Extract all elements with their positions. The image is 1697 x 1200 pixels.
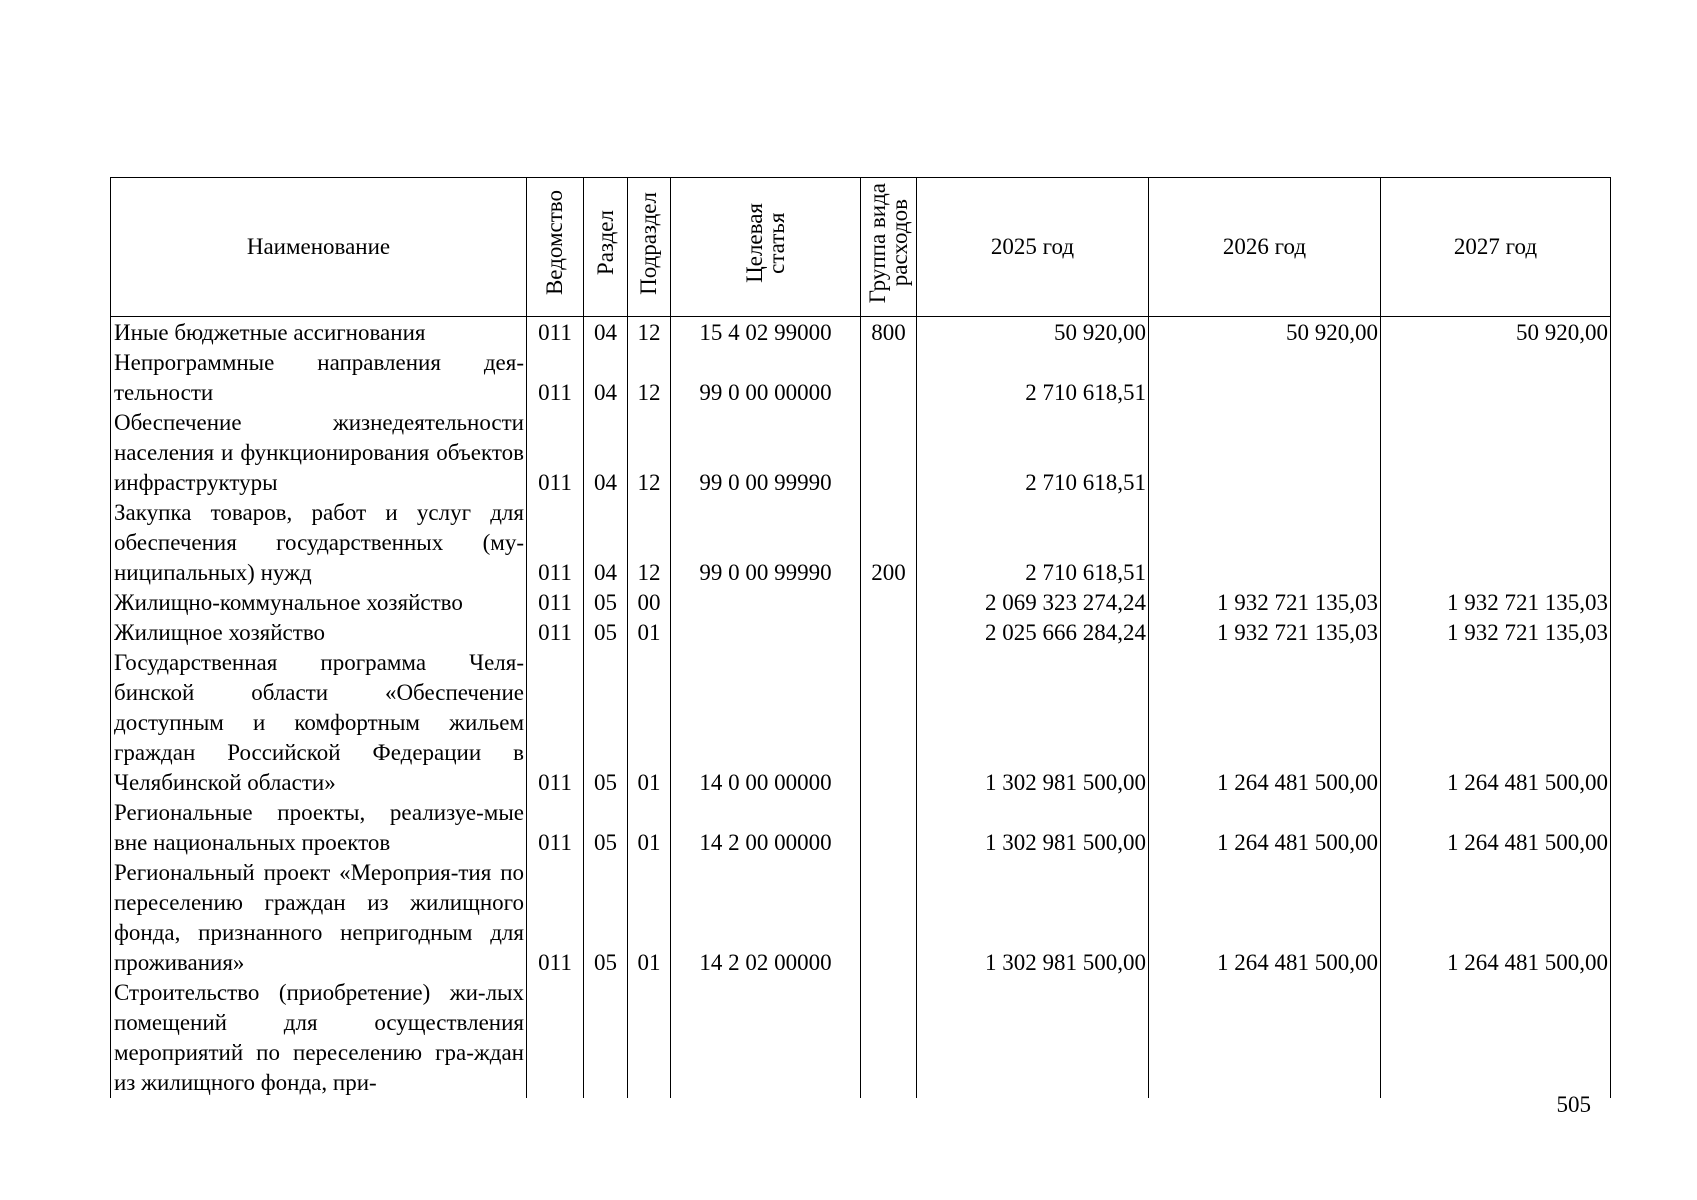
table-row bbox=[111, 348, 1611, 408]
row-2025: 2 025 666 284,24 bbox=[917, 618, 1149, 648]
row-section: 05 bbox=[584, 588, 628, 618]
row-2027: 1 264 481 500,00 bbox=[1381, 798, 1611, 858]
header-target-article: Целевая статья bbox=[671, 178, 861, 317]
row-2026 bbox=[1149, 498, 1381, 588]
row-department: 011 bbox=[527, 648, 584, 798]
row-department: 011 bbox=[527, 588, 584, 618]
row-target-article: 14 2 02 00000 bbox=[671, 858, 861, 978]
row-department: 011 bbox=[527, 348, 584, 408]
row-2027: 1 932 721 135,03 bbox=[1381, 618, 1611, 648]
row-2025: 1 302 981 500,00 bbox=[917, 858, 1149, 978]
row-section: 04 bbox=[584, 348, 628, 408]
header-expense-group: Группа вида расходов bbox=[861, 178, 917, 317]
row-target-article bbox=[671, 978, 861, 1098]
row-2027: 1 264 481 500,00 bbox=[1381, 648, 1611, 798]
row-name: Жилищное хозяйство bbox=[111, 618, 527, 648]
row-subsection: 12 bbox=[628, 317, 671, 349]
row-2026: 1 932 721 135,03 bbox=[1149, 618, 1381, 648]
row-name: Закупка товаров, работ и услуг для обеспечения государственных (му-ниципальных) нужд bbox=[111, 498, 527, 588]
row-department: 011 bbox=[527, 408, 584, 498]
row-subsection: 01 bbox=[628, 858, 671, 978]
row-department: 011 bbox=[527, 498, 584, 588]
row-subsection: 12 bbox=[628, 498, 671, 588]
row-2027: 1 932 721 135,03 bbox=[1381, 588, 1611, 618]
row-expense-group: 200 bbox=[861, 498, 917, 588]
row-section: 05 bbox=[584, 798, 628, 858]
row-department: 011 bbox=[527, 618, 584, 648]
row-expense-group bbox=[861, 348, 917, 408]
row-2025: 2 710 618,51 bbox=[917, 408, 1149, 498]
budget-table bbox=[110, 177, 1611, 1098]
row-target-article: 15 4 02 99000 bbox=[671, 317, 861, 349]
table-row bbox=[111, 408, 1611, 498]
header-row bbox=[111, 178, 1611, 317]
row-subsection: 01 bbox=[628, 798, 671, 858]
row-2025: 2 710 618,51 bbox=[917, 348, 1149, 408]
row-subsection: 12 bbox=[628, 408, 671, 498]
row-department: 011 bbox=[527, 317, 584, 349]
row-expense-group bbox=[861, 858, 917, 978]
row-2026: 50 920,00 bbox=[1149, 317, 1381, 349]
row-2025 bbox=[917, 978, 1149, 1098]
row-name: Региональный проект «Мероприя-тия по переселению граждан из жилищного фонда, признанного непригодным для проживания» bbox=[111, 858, 527, 978]
row-2026 bbox=[1149, 348, 1381, 408]
page-number: 505 bbox=[1556, 1092, 1591, 1117]
row-name: Региональные проекты, реализуе-мые вне национальных проектов bbox=[111, 798, 527, 858]
table-row bbox=[111, 317, 1611, 349]
row-target-article: 99 0 00 00000 bbox=[671, 348, 861, 408]
row-target-article bbox=[671, 618, 861, 648]
table-row bbox=[111, 858, 1611, 978]
row-name: Иные бюджетные ассигнования bbox=[111, 317, 527, 349]
table-row bbox=[111, 798, 1611, 858]
row-2027: 50 920,00 bbox=[1381, 317, 1611, 349]
row-section bbox=[584, 978, 628, 1098]
row-subsection: 12 bbox=[628, 348, 671, 408]
header-subsection: Подраздел bbox=[628, 178, 671, 317]
row-target-article: 14 2 00 00000 bbox=[671, 798, 861, 858]
row-2026: 1 264 481 500,00 bbox=[1149, 798, 1381, 858]
row-expense-group bbox=[861, 648, 917, 798]
table-row bbox=[111, 978, 1611, 1098]
row-2025: 1 302 981 500,00 bbox=[917, 798, 1149, 858]
row-department bbox=[527, 978, 584, 1098]
header-department: Ведомство bbox=[527, 178, 584, 317]
row-2025: 50 920,00 bbox=[917, 317, 1149, 349]
row-section: 05 bbox=[584, 648, 628, 798]
row-target-article: 14 0 00 00000 bbox=[671, 648, 861, 798]
row-2027 bbox=[1381, 498, 1611, 588]
row-2027 bbox=[1381, 348, 1611, 408]
row-2025: 2 069 323 274,24 bbox=[917, 588, 1149, 618]
row-department: 011 bbox=[527, 858, 584, 978]
row-subsection: 01 bbox=[628, 648, 671, 798]
row-section: 05 bbox=[584, 858, 628, 978]
row-name: Государственная программа Челя-бинской области «Обеспечение доступным и комфортным жильем граждан Российской Федерации в Челябинской области» bbox=[111, 648, 527, 798]
row-section: 04 bbox=[584, 408, 628, 498]
row-section: 05 bbox=[584, 618, 628, 648]
row-name: Строительство (приобретение) жи-лых помещений для осуществления мероприятий по переселению гра-ждан из жилищного фонда, при- bbox=[111, 978, 527, 1098]
row-subsection: 00 bbox=[628, 588, 671, 618]
row-expense-group bbox=[861, 408, 917, 498]
header-2027: 2027 год bbox=[1381, 178, 1611, 317]
row-2025: 2 710 618,51 bbox=[917, 498, 1149, 588]
table-row bbox=[111, 498, 1611, 588]
header-name: Наименование bbox=[111, 178, 527, 317]
table-row bbox=[111, 588, 1611, 618]
row-expense-group: 800 bbox=[861, 317, 917, 349]
row-section: 04 bbox=[584, 317, 628, 349]
table-row bbox=[111, 648, 1611, 798]
row-name: Непрограммные направления дея-тельности bbox=[111, 348, 527, 408]
row-department: 011 bbox=[527, 798, 584, 858]
row-2026 bbox=[1149, 978, 1381, 1098]
row-target-article: 99 0 00 99990 bbox=[671, 408, 861, 498]
row-target-article bbox=[671, 588, 861, 618]
row-expense-group bbox=[861, 978, 917, 1098]
row-2027: 1 264 481 500,00 bbox=[1381, 858, 1611, 978]
row-2025: 1 302 981 500,00 bbox=[917, 648, 1149, 798]
row-2026: 1 264 481 500,00 bbox=[1149, 648, 1381, 798]
table-row bbox=[111, 618, 1611, 648]
row-2026 bbox=[1149, 408, 1381, 498]
row-section: 04 bbox=[584, 498, 628, 588]
row-2027 bbox=[1381, 408, 1611, 498]
row-expense-group bbox=[861, 588, 917, 618]
header-2026: 2026 год bbox=[1149, 178, 1381, 317]
row-subsection bbox=[628, 978, 671, 1098]
row-2027 bbox=[1381, 978, 1611, 1098]
row-2026: 1 932 721 135,03 bbox=[1149, 588, 1381, 618]
row-name: Обеспечение жизнедеятельности населения и функционирования объектов инфраструктуры bbox=[111, 408, 527, 498]
row-subsection: 01 bbox=[628, 618, 671, 648]
header-2025: 2025 год bbox=[917, 178, 1149, 317]
row-target-article: 99 0 00 99990 bbox=[671, 498, 861, 588]
row-expense-group bbox=[861, 618, 917, 648]
row-expense-group bbox=[861, 798, 917, 858]
row-2026: 1 264 481 500,00 bbox=[1149, 858, 1381, 978]
header-section: Раздел bbox=[584, 178, 628, 317]
row-name: Жилищно-коммунальное хозяйство bbox=[111, 588, 527, 618]
